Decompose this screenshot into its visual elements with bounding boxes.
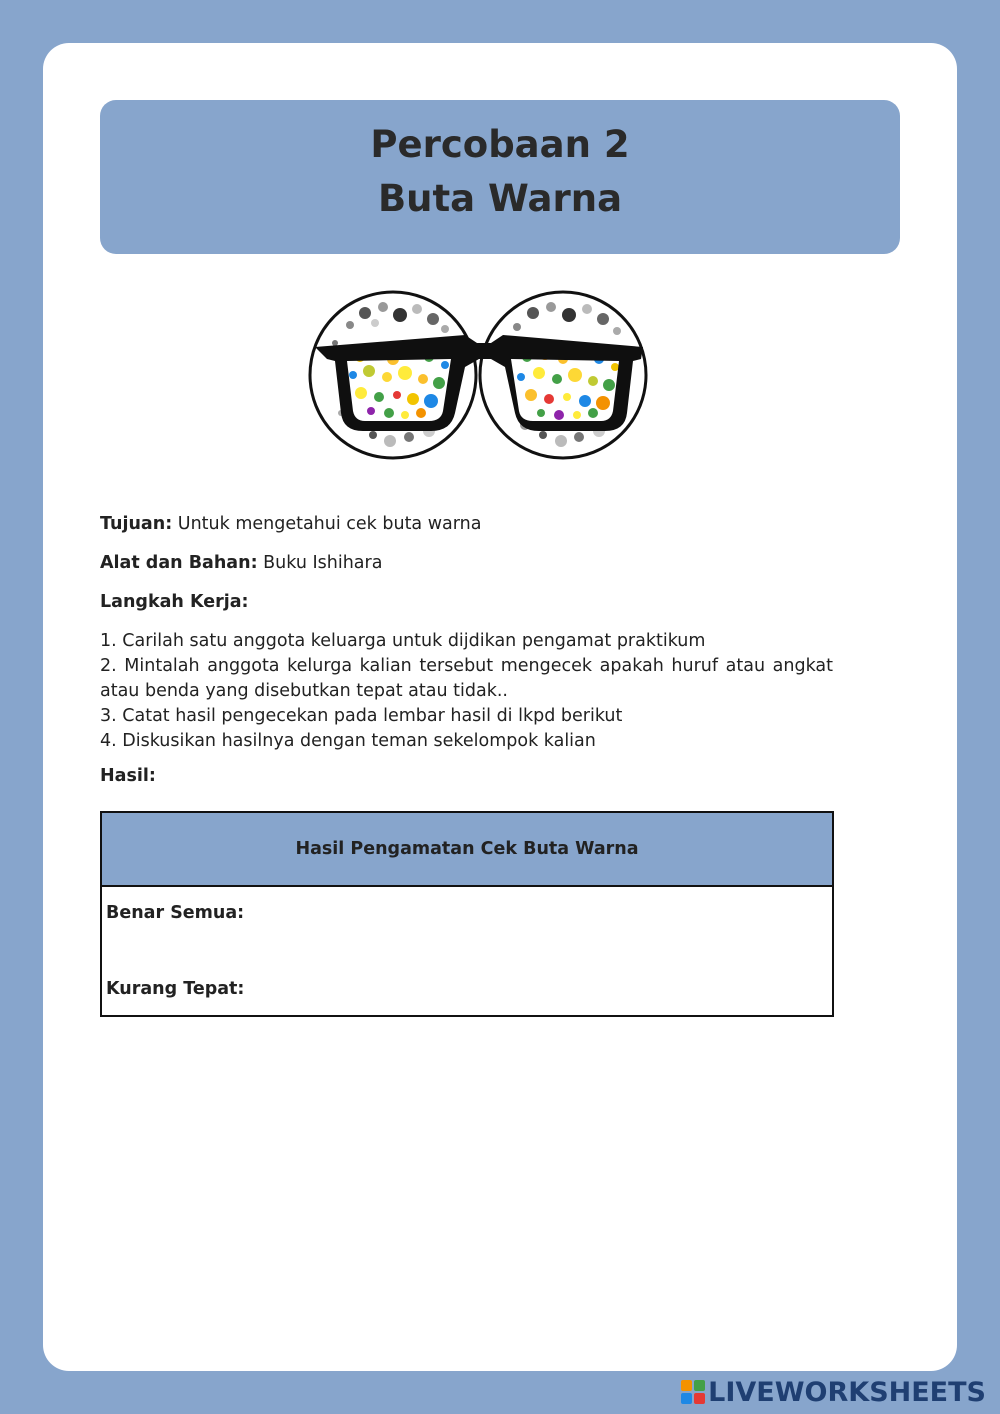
step-item-2: 2. Mintalah anggota kelurga kalian tersebut mengecek apakah huruf atau angkat atau benda yang disebutkan tepat atau tidak..: [100, 656, 833, 701]
materials-text: Buku Ishihara: [257, 553, 383, 573]
result-table-title: Hasil Pengamatan Cek Buta Warna: [102, 813, 832, 887]
steps-list: [100, 629, 833, 754]
purpose-label: Tujuan:: [100, 514, 173, 534]
title-banner: [100, 100, 900, 254]
result-label: Hasil:: [100, 766, 156, 786]
result-table: [100, 811, 834, 1017]
purpose-text: Untuk mengetahui cek buta warna: [172, 514, 482, 534]
liveworksheets-logo: [681, 1376, 986, 1408]
materials-row: [100, 551, 833, 576]
less-correct-label: Kurang Tepat:: [106, 979, 245, 999]
step-item-3: 3. Catat hasil pengecekan pada lembar hasil di lkpd berikut: [100, 706, 623, 726]
result-heading: [100, 764, 833, 789]
steps-heading: [100, 590, 833, 615]
worksheet-content: [100, 512, 833, 803]
step-item-4: 4. Diskusikan hasilnya dengan teman sekelompok kalian: [100, 731, 596, 751]
materials-label: Alat dan Bahan:: [100, 553, 258, 573]
correct-all-label: Benar Semua:: [106, 903, 245, 923]
page-title: Percobaan 2: [370, 123, 630, 166]
page-subtitle: Buta Warna: [377, 177, 623, 220]
liveworksheets-logo-icon: [681, 1380, 705, 1404]
steps-label: Langkah Kerja:: [100, 592, 249, 612]
purpose-row: [100, 512, 833, 537]
colorblind-test-glasses-icon: [305, 285, 655, 465]
step-item-1: 1. Carilah satu anggota keluarga untuk dijdikan pengamat praktikum: [100, 631, 706, 651]
liveworksheets-logo-text: LIVEWORKSHEETS: [708, 1376, 986, 1408]
